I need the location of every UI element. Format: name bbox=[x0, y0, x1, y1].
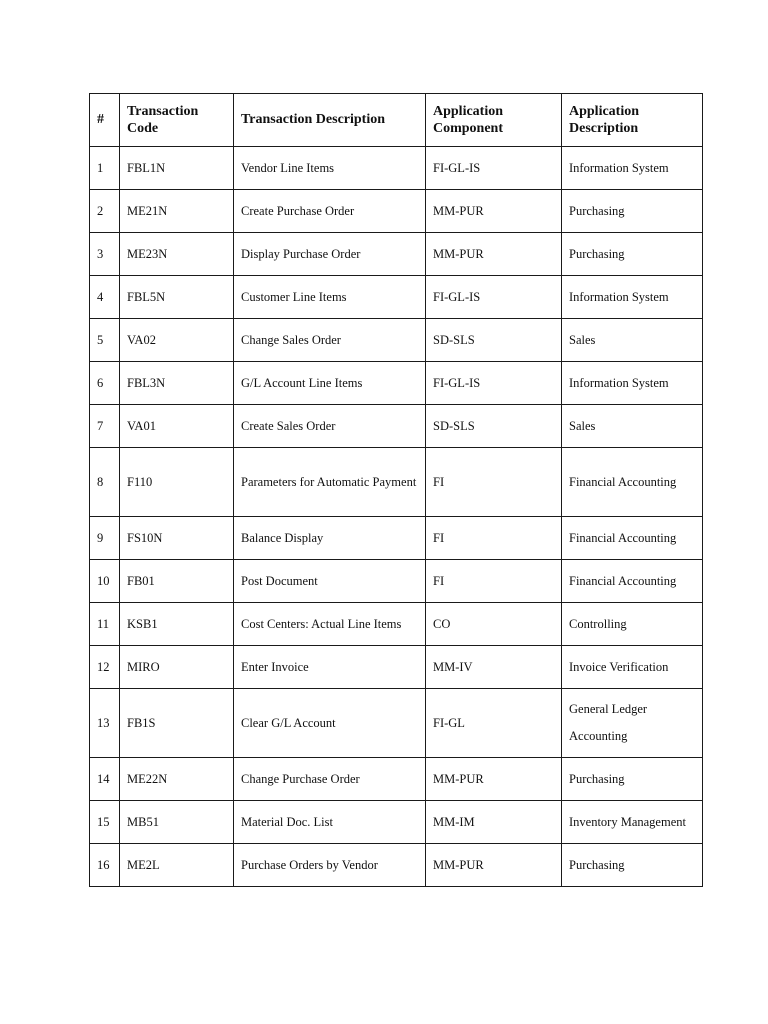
application-description: Purchasing bbox=[562, 233, 703, 276]
transaction-code: VA02 bbox=[120, 319, 234, 362]
transaction-code: ME22N bbox=[120, 758, 234, 801]
application-description: Information System bbox=[562, 362, 703, 405]
transaction-code: FB1S bbox=[120, 689, 234, 758]
transaction-description: Display Purchase Order bbox=[234, 233, 426, 276]
application-component: MM-PUR bbox=[426, 844, 562, 887]
row-number: 8 bbox=[90, 448, 120, 517]
application-component: FI-GL bbox=[426, 689, 562, 758]
transaction-code: FS10N bbox=[120, 517, 234, 560]
row-number: 9 bbox=[90, 517, 120, 560]
table-row bbox=[90, 362, 703, 405]
transaction-description: Vendor Line Items bbox=[234, 147, 426, 190]
transaction-description: G/L Account Line Items bbox=[234, 362, 426, 405]
row-number: 14 bbox=[90, 758, 120, 801]
table-row bbox=[90, 233, 703, 276]
transaction-description: Customer Line Items bbox=[234, 276, 426, 319]
application-description: Financial Accounting bbox=[562, 517, 703, 560]
application-description: Invoice Verification bbox=[562, 646, 703, 689]
row-number: 4 bbox=[90, 276, 120, 319]
transaction-code: ME23N bbox=[120, 233, 234, 276]
table-row bbox=[90, 276, 703, 319]
application-component: FI-GL-IS bbox=[426, 362, 562, 405]
transaction-description: Enter Invoice bbox=[234, 646, 426, 689]
application-component: MM-IM bbox=[426, 801, 562, 844]
row-number: 10 bbox=[90, 560, 120, 603]
row-number: 7 bbox=[90, 405, 120, 448]
transaction-code: FBL3N bbox=[120, 362, 234, 405]
transaction-description: Balance Display bbox=[234, 517, 426, 560]
table-row bbox=[90, 844, 703, 887]
table-row bbox=[90, 560, 703, 603]
row-number: 12 bbox=[90, 646, 120, 689]
table-row bbox=[90, 147, 703, 190]
transaction-description: Create Sales Order bbox=[234, 405, 426, 448]
transaction-description: Purchase Orders by Vendor bbox=[234, 844, 426, 887]
header-transaction-description: Transaction Description bbox=[234, 94, 426, 147]
transaction-description: Change Sales Order bbox=[234, 319, 426, 362]
transaction-description: Change Purchase Order bbox=[234, 758, 426, 801]
application-description: Sales bbox=[562, 319, 703, 362]
transaction-code: KSB1 bbox=[120, 603, 234, 646]
row-number: 15 bbox=[90, 801, 120, 844]
table-row bbox=[90, 646, 703, 689]
table-row bbox=[90, 758, 703, 801]
table-row bbox=[90, 801, 703, 844]
application-description: Financial Accounting bbox=[562, 448, 703, 517]
application-component: SD-SLS bbox=[426, 319, 562, 362]
application-description: Information System bbox=[562, 276, 703, 319]
application-component: CO bbox=[426, 603, 562, 646]
application-description: Controlling bbox=[562, 603, 703, 646]
application-description: Purchasing bbox=[562, 844, 703, 887]
row-number: 6 bbox=[90, 362, 120, 405]
row-number: 11 bbox=[90, 603, 120, 646]
transaction-code: FB01 bbox=[120, 560, 234, 603]
table-row bbox=[90, 689, 703, 758]
application-description: Information System bbox=[562, 147, 703, 190]
transaction-description: Post Document bbox=[234, 560, 426, 603]
transaction-description: Cost Centers: Actual Line Items bbox=[234, 603, 426, 646]
transaction-codes-table bbox=[89, 93, 703, 887]
application-component: FI bbox=[426, 448, 562, 517]
transaction-code: VA01 bbox=[120, 405, 234, 448]
header-application-component: Application Component bbox=[426, 94, 562, 147]
application-description: Inventory Management bbox=[562, 801, 703, 844]
row-number: 13 bbox=[90, 689, 120, 758]
table-row bbox=[90, 603, 703, 646]
table-row bbox=[90, 517, 703, 560]
transaction-code: ME21N bbox=[120, 190, 234, 233]
table-row bbox=[90, 405, 703, 448]
row-number: 2 bbox=[90, 190, 120, 233]
application-description: Purchasing bbox=[562, 190, 703, 233]
table-row bbox=[90, 448, 703, 517]
transaction-code: MB51 bbox=[120, 801, 234, 844]
table-row bbox=[90, 319, 703, 362]
application-description: Sales bbox=[562, 405, 703, 448]
table-row bbox=[90, 190, 703, 233]
transaction-code: FBL5N bbox=[120, 276, 234, 319]
row-number: 1 bbox=[90, 147, 120, 190]
application-description: Purchasing bbox=[562, 758, 703, 801]
transaction-description: Create Purchase Order bbox=[234, 190, 426, 233]
row-number: 5 bbox=[90, 319, 120, 362]
header-application-description: Application Description bbox=[562, 94, 703, 147]
application-description: Financial Accounting bbox=[562, 560, 703, 603]
row-number: 16 bbox=[90, 844, 120, 887]
application-component: FI-GL-IS bbox=[426, 147, 562, 190]
header-transaction-code: Transaction Code bbox=[120, 94, 234, 147]
application-description: General Ledger Accounting bbox=[562, 689, 703, 758]
transaction-code: FBL1N bbox=[120, 147, 234, 190]
transaction-code: F110 bbox=[120, 448, 234, 517]
application-component: FI bbox=[426, 560, 562, 603]
transaction-code: ME2L bbox=[120, 844, 234, 887]
table-header-row bbox=[90, 94, 703, 147]
transaction-code: MIRO bbox=[120, 646, 234, 689]
transaction-description: Material Doc. List bbox=[234, 801, 426, 844]
application-component: SD-SLS bbox=[426, 405, 562, 448]
application-component: FI-GL-IS bbox=[426, 276, 562, 319]
application-component: MM-PUR bbox=[426, 233, 562, 276]
application-component: MM-IV bbox=[426, 646, 562, 689]
application-component: FI bbox=[426, 517, 562, 560]
application-component: MM-PUR bbox=[426, 190, 562, 233]
transaction-description: Parameters for Automatic Payment bbox=[234, 448, 426, 517]
transaction-description: Clear G/L Account bbox=[234, 689, 426, 758]
application-component: MM-PUR bbox=[426, 758, 562, 801]
header-number: # bbox=[90, 94, 120, 147]
row-number: 3 bbox=[90, 233, 120, 276]
